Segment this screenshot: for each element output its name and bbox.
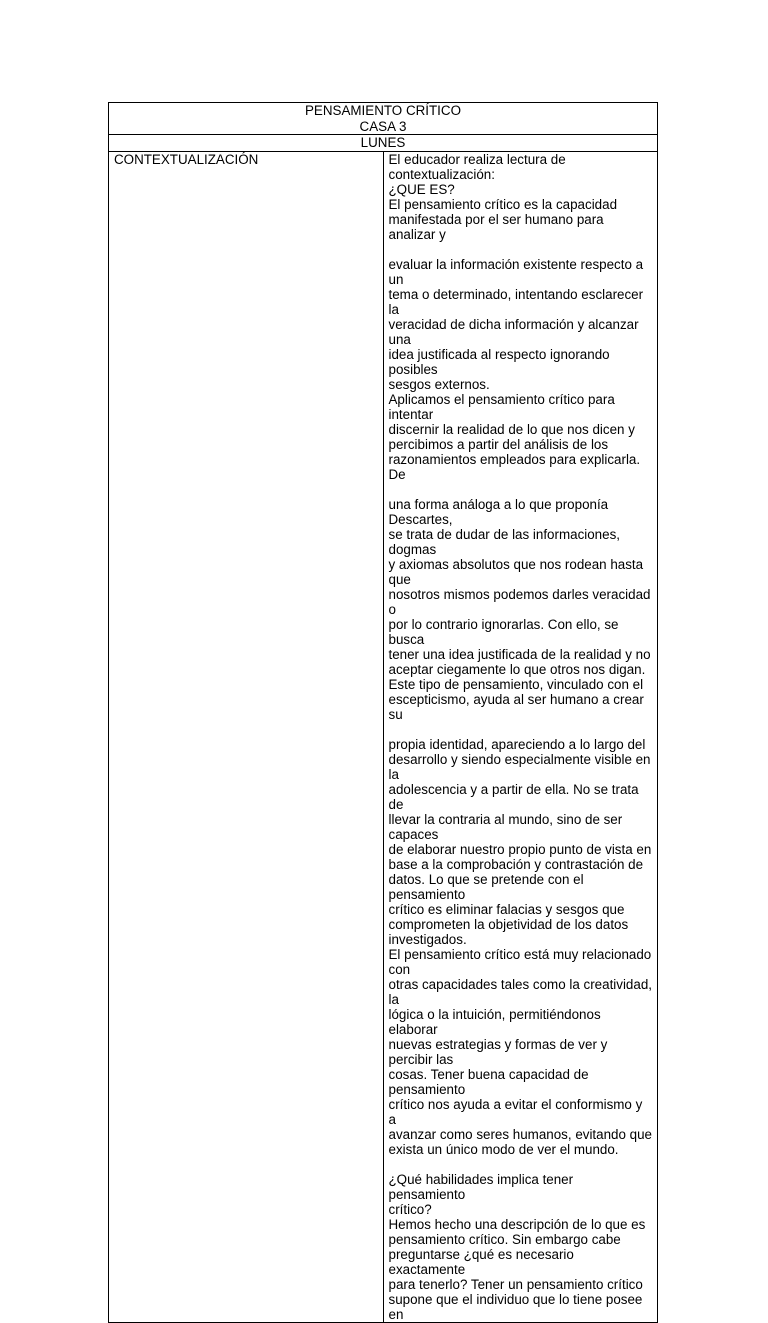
planning-table <box>108 102 658 1323</box>
paragraph-gap <box>389 722 653 737</box>
paragraph-gap <box>389 1157 653 1172</box>
header-cell <box>109 103 658 135</box>
row-content-cell <box>383 151 658 1322</box>
paragraph-gap <box>389 482 653 497</box>
paragraph-3: una forma análoga a lo que proponía Descartes, se trata de dudar de las informaciones, dogmas y axiomas absolutos que nos rodean hasta que nosotros mismos podemos darles veracidad o por lo contrario ignorarlas. Con ello, se busca tener una idea justificada de la realidad y no aceptar ciegamente lo que otros nos digan. Este tipo de pensamiento, vinculado con el escepticismo, ayuda al ser humano a crear su <box>388 496 651 722</box>
day-label: LUNES <box>360 135 406 150</box>
paragraph-2: evaluar la información existente respecto a un tema o determinado, intentando esclarecer la veracidad de dicha información y alcanzar una idea justificada al respecto ignorando posibles sesgos externos. Aplicamos el pensamiento crítico para intentar discernir la realidad de lo que nos dicen y percibimos a partir del análisis de los razonamientos empleados para explicarla. De <box>388 256 644 482</box>
header-row <box>109 103 658 135</box>
paragraph-5: ¿Qué habilidades implica tener pensamiento crítico? Hemos hecho una descripción de lo que es pensamiento crítico. Sin embargo cabe preguntarse ¿qué es necesario exactamente para tenerlo? Tener un pensamiento crítico supone que el individuo que lo tiene posee en <box>388 1171 646 1322</box>
paragraph-gap <box>389 242 653 257</box>
house-label: CASA 3 <box>359 118 407 134</box>
paragraph-4: propia identidad, apareciendo a lo largo del desarrollo y siendo especialmente visible en la adolescencia y a partir de ella. No se trata de llevar la contraria al mundo, sino de ser capaces de elaborar nuestro propio punto de vista en base a la comprobación y contrastación de datos. Lo que se pretende con el pensamiento crítico es eliminar falacias y sesgos que comprometen la objetividad de los datos investigados. El pensamiento crítico está muy relacionado con otras capacidades tales como la creatividad, la lógica o la intuición, permitiéndonos elaborar nuevas estrategias y formas de ver y percibir las cosas. Tener buena capacidad de pensamiento crítico nos ayuda a evitar el conformismo y a avanzar como seres humanos, evitando que exista un único modo de ver el mundo. <box>388 736 653 1157</box>
table-title: PENSAMIENTO CRÍTICO <box>305 103 461 118</box>
row-label: CONTEXTUALIZACIÓN <box>114 151 259 167</box>
day-cell <box>109 135 658 152</box>
day-row <box>109 135 658 152</box>
content-row <box>109 151 658 1322</box>
paragraph-1: El educador realiza lectura de contextualización: ¿QUE ES? El pensamiento crítico es la capacidad manifestada por el ser humano para analizar y <box>388 151 618 242</box>
row-label-cell <box>109 151 384 1322</box>
